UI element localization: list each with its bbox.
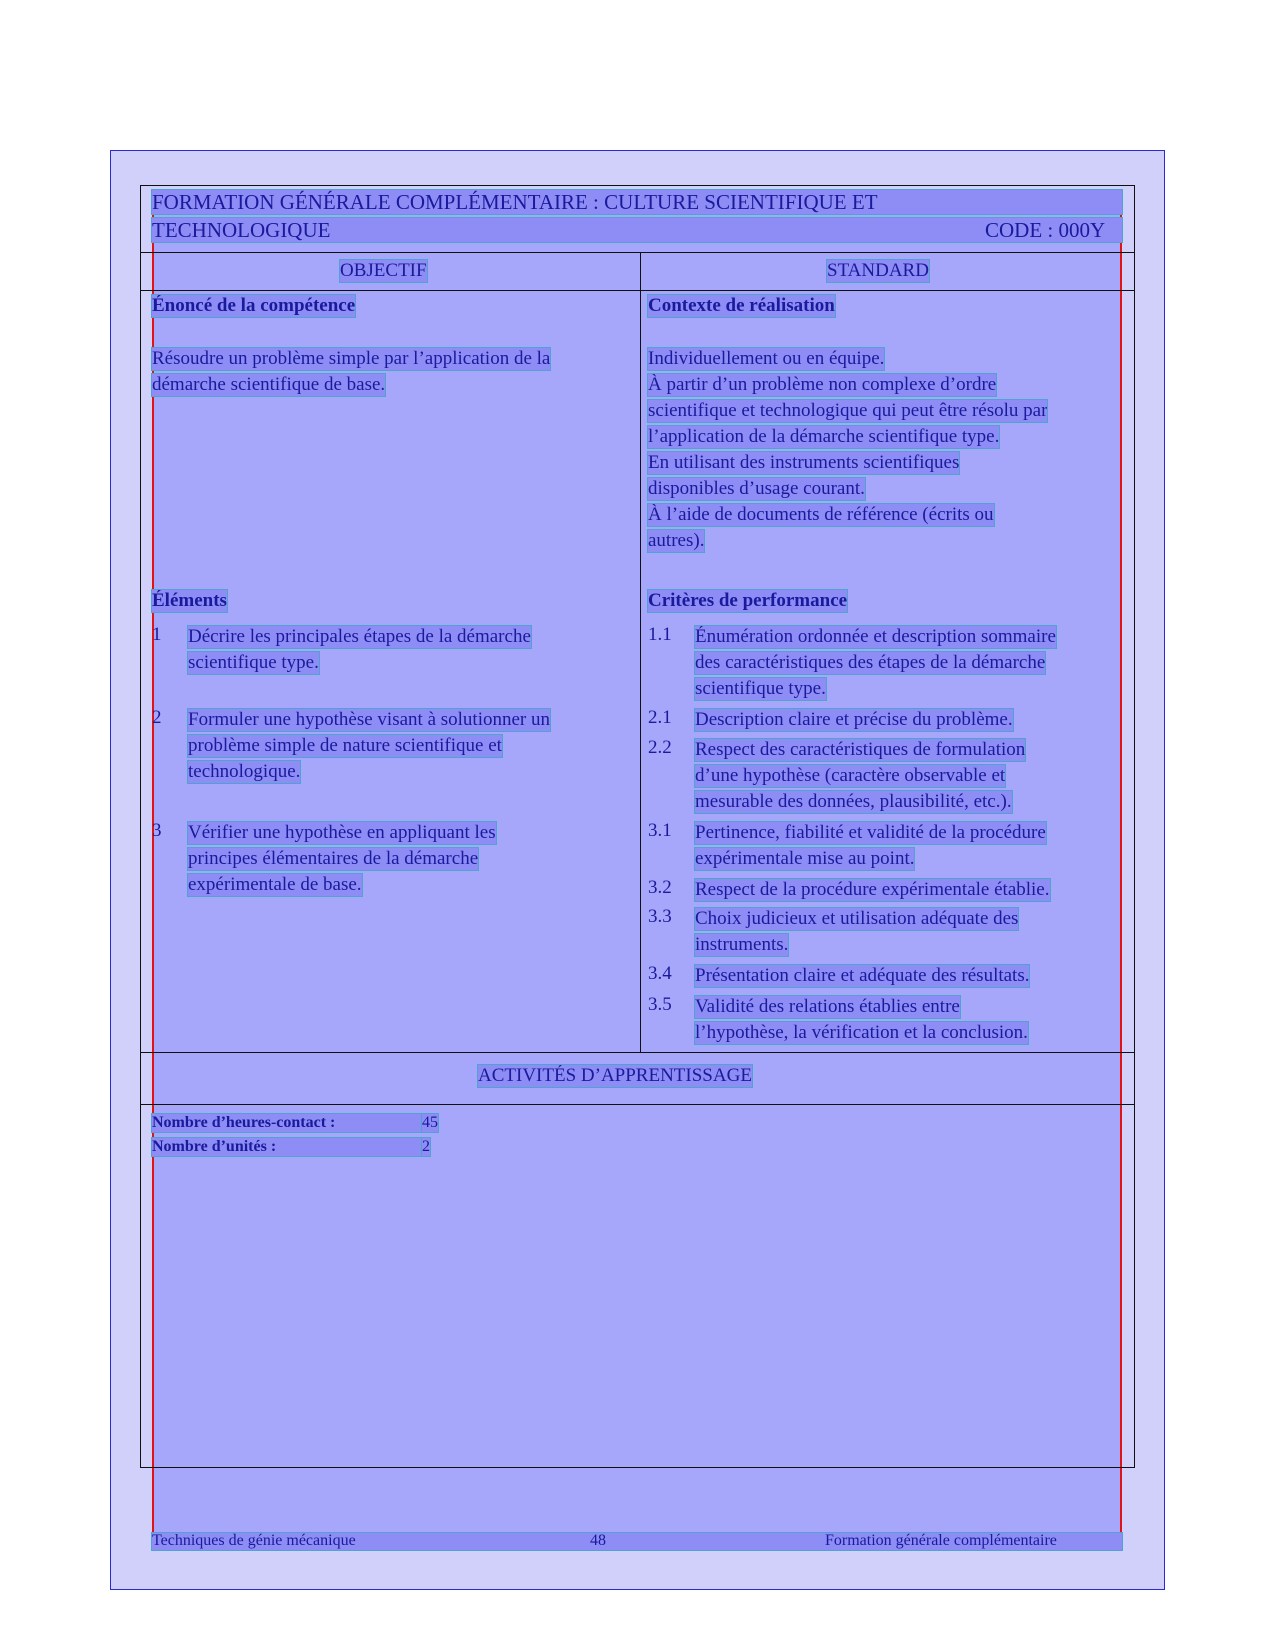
heures-value: 45 <box>422 1114 438 1131</box>
element-number: 1 <box>152 624 162 645</box>
column-divider <box>640 252 641 1052</box>
enonce-heading: Énoncé de la compétence <box>152 295 356 316</box>
critere-item: Présentation claire et adéquate des résultats. <box>695 965 1030 986</box>
unites-value: 2 <box>422 1138 430 1155</box>
critere-number: 3.4 <box>648 963 672 984</box>
element-number: 3 <box>152 820 162 841</box>
contexte-text: Individuellement ou en équipe. À partir d’un problème non complexe d’ordre scientifique et technologique qui peut être résolu par l’application de la démarche scientifique type. En utilisant des instruments scientifiques disponibles d’usage courant. À l’aide de documents de référence (écrits ou autres). <box>648 348 1048 551</box>
element-item: Formuler une hypothèse visant à solutionner un problème simple de nature scientifique et technologique. <box>188 709 550 782</box>
contexte-heading: Contexte de réalisation <box>648 295 835 316</box>
elements-heading: Éléments <box>152 590 227 611</box>
critere-item: Choix judicieux et utilisation adéquate des instruments. <box>695 908 1019 955</box>
critere-item: Description claire et précise du problème. <box>695 709 1013 730</box>
unites-label: Nombre d’unités : <box>152 1138 422 1156</box>
column-standard: STANDARD <box>827 260 929 281</box>
element-item: Décrire les principales étapes de la démarche scientifique type. <box>188 626 531 673</box>
critere-number: 2.1 <box>648 707 672 728</box>
critere-number: 3.3 <box>648 906 672 927</box>
unites-row <box>152 1138 430 1156</box>
footer-right: Formation générale complémentaire <box>825 1532 1057 1549</box>
critere-number: 3.5 <box>648 994 672 1015</box>
footer-page-number: 48 <box>590 1532 606 1549</box>
critere-number: 1.1 <box>648 624 672 645</box>
element-item: Vérifier une hypothèse en appliquant les principes élémentaires de la démarche expérimentale de base. <box>188 822 496 895</box>
divider-columns <box>140 290 1135 291</box>
heures-label: Nombre d’heures-contact : <box>152 1114 422 1132</box>
critere-item: Énumération ordonnée et description sommaire des caractéristiques des étapes de la démarche scientifique type. <box>695 626 1056 699</box>
divider-header <box>140 252 1135 253</box>
critere-number: 2.2 <box>648 737 672 758</box>
activites-heading: ACTIVITÉS D’APPRENTISSAGE <box>478 1065 752 1086</box>
footer-left: Techniques de génie mécanique <box>152 1532 356 1549</box>
divider-activites-bottom <box>140 1104 1135 1105</box>
title-line-1: FORMATION GÉNÉRALE COMPLÉMENTAIRE : CULTURE SCIENTIFIQUE ET <box>152 190 878 214</box>
critere-item: Respect de la procédure expérimentale établie. <box>695 879 1050 900</box>
title-line-2: TECHNOLOGIQUE <box>152 218 331 242</box>
criteres-heading: Critères de performance <box>648 590 848 611</box>
divider-activites-top <box>140 1052 1135 1053</box>
critere-item: Pertinence, fiabilité et validité de la procédure expérimentale mise au point. <box>695 822 1046 869</box>
course-code: CODE : 000Y <box>985 218 1106 242</box>
critere-item: Validité des relations établies entre l’hypothèse, la vérification et la conclusion. <box>695 996 1028 1043</box>
column-objectif: OBJECTIF <box>340 260 427 281</box>
element-number: 2 <box>152 707 162 728</box>
critere-item: Respect des caractéristiques de formulation d’une hypothèse (caractère observable et mesurable des données, plausibilité, etc.). <box>695 739 1026 812</box>
critere-number: 3.1 <box>648 820 672 841</box>
heures-contact-row <box>152 1114 438 1132</box>
critere-number: 3.2 <box>648 877 672 898</box>
enonce-text: Résoudre un problème simple par l’application de la démarche scientifique de base. <box>152 348 551 395</box>
